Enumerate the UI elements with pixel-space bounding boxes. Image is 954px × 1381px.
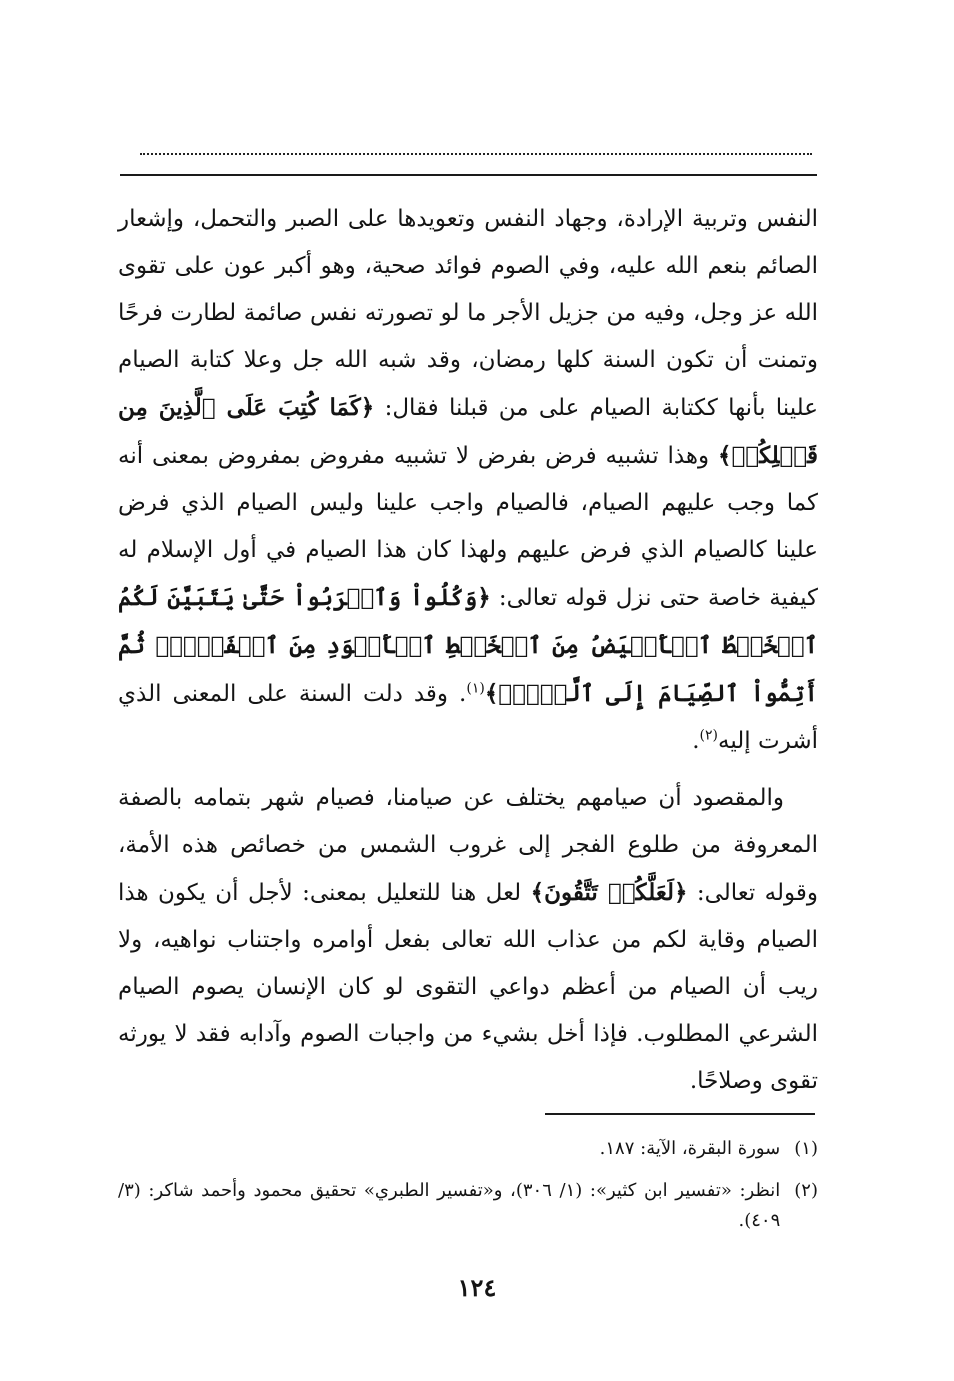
main-text [118,196,818,1105]
para1-text-3: . وقد دلت السنة على المعنى الذي أشرت إليه [118,681,818,754]
ayah-bracket-open: ﴿ [477,584,491,611]
header-rule [120,174,817,176]
footnote-number: (٢) [794,1180,818,1201]
footnote-ref-1[interactable]: (١) [466,680,485,697]
footnote-text: سورة البقرة، الآية: ١٨٧. [599,1138,781,1159]
footnote-ref-2[interactable]: (٢) [699,727,718,744]
para1-text-4: . [692,728,700,754]
ayah-bracket-close: ﴾ [484,680,499,707]
para1-text-2: وهذا تشبيه فرض بفرض لا تشبيه مفروض بمفروض بمعنى أنه كما وجب عليهم الصيام، فالصيام واجب علينا وليس الصيام الذي فرض علينا كالصيام الذي فرض عليهم ولهذا كان هذا الصيام في أول الإسلام له كيفية خاصة حتى نزل قوله تعالى: [118,443,818,611]
quran-verse-2: وَكُلُواْ وَٱشۡرَبُواْ حَتَّىٰ يَتَبَيَّنَ لَكُمُ ٱلۡخَيۡطُ ٱلۡأَبۡيَضُ مِنَ ٱلۡخَيۡطِ ٱلۡأَسۡوَدِ مِنَ ٱلۡفَجۡرِۖ ثُمَّ أَتِمُّواْ ٱلصِّيَامَ إِلَى ٱلَّيۡلِۚ [118,584,818,707]
ayah-bracket-close: ﴾ [530,879,545,906]
quran-verse-1: كَمَا كُتِبَ عَلَى ٱلَّذِينَ مِن قَبۡلِكُمۡ [118,394,818,469]
footnote-1 [118,1134,818,1164]
footnotes [118,1134,818,1248]
footnote-2 [118,1176,818,1236]
para2-text-1: والمقصود أن صيامهم يختلف عن صيامنا، فصيام شهر بتمامه بالصفة المعروفة من طلوع الفجر إلى غروب الشمس من خصائص هذه الأمة، وقوله تعالى: [118,785,818,906]
paragraph-2 [118,775,818,1105]
para2-text-2: لعل هنا للتعليل بمعنى: لأجل أن يكون هذا الصيام وقاية لكم من عذاب الله تعالى بفعل أوامره واجتناب نواهيه، ولا ريب أن الصيام من أعظم دواعي التقوى لو كان الإنسان يصوم الصيام الشرعي المطلوب. فإذا أخل بشيء من واجبات الصوم وآدابه فقد لا يورثه تقوى وصلاحًا. [118,880,818,1094]
ayah-bracket-open: ﴿ [673,879,688,906]
paragraph-1 [118,196,818,765]
ayah-bracket-open: ﴿ [360,394,375,421]
page-number: ١٢٤ [457,1273,497,1302]
footnote-text: انظر: «تفسير ابن كثير»: (١/ ٣٠٦)، و«تفسير الطبري» تحقيق محمود وأحمد شاكر: (٣/ ٤٠٩). [118,1180,781,1231]
header-dotted-line [140,137,812,155]
footnote-rule [545,1113,815,1115]
para1-text-1: النفس وتربية الإرادة، وجهاد النفس وتعويدها على الصبر والتحمل، وإشعار الصائم بنعم الله عليه، وفي الصوم فوائد صحية، وهو أكبر عون على تقوى الله عز وجل، وفيه من جزيل الأجر ما لو تصورته نفس صائمة لطارت فرحًا وتمنت أن تكون السنة كلها رمضان، وقد شبه الله جل وعلا كتابة الصيام علينا بأنها ككتابة الصيام على من قبلنا فقال: [118,206,819,421]
ayah-bracket-close: ﴾ [717,442,732,469]
quran-verse-3: لَعَلَّكُمۡ تَتَّقُونَ [544,879,674,906]
footnote-number: (١) [794,1138,818,1159]
